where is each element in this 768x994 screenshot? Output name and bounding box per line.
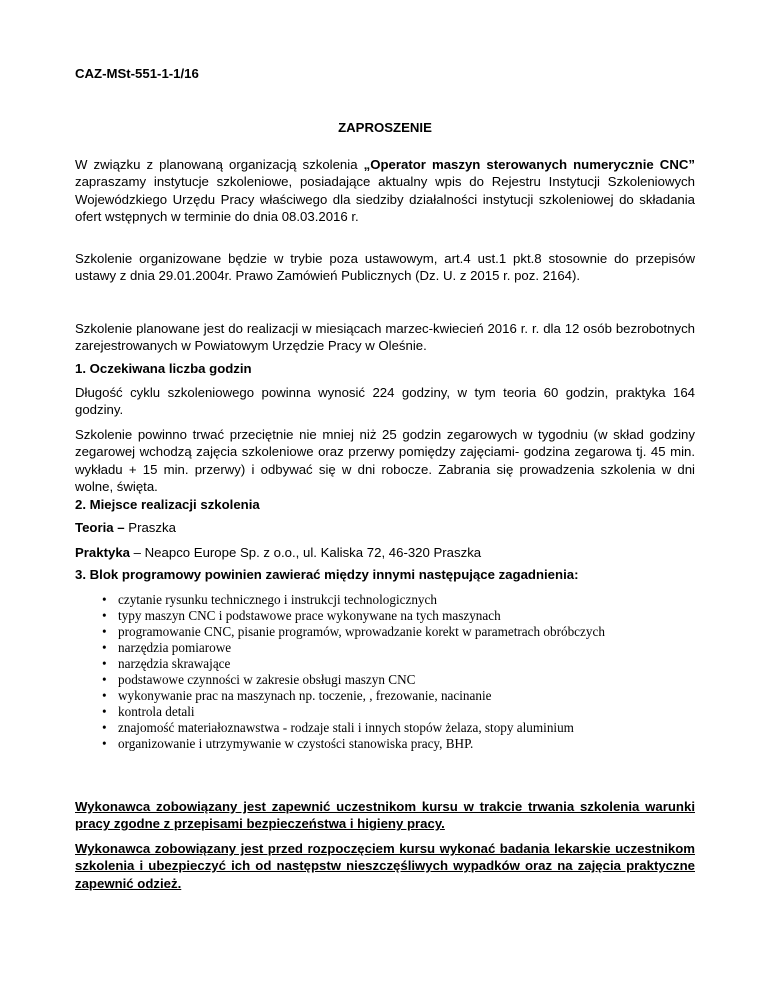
theory-value: Praszka [124, 520, 176, 535]
section3-heading: 3. Blok programowy powinien zawierać między innymi następujące zagadnienia: [75, 567, 579, 582]
section1-heading: 1. Oczekiwana liczba godzin [75, 361, 252, 376]
obligation-medical: Wykonawca zobowiązany jest przed rozpoczęciem kursu wykonać badania lekarskie uczestnikom szkolenia i ubezpieczyć ich od następstw nieszczęśliwych wypadków oraz na zajęcia praktyczne zapewnić odzież. [75, 841, 695, 891]
list-item-text: narzędzia pomiarowe [118, 640, 232, 655]
list-item [75, 720, 605, 736]
list-item-text: narzędzia skrawające [118, 656, 231, 671]
bullet-icon: • [102, 640, 107, 655]
list-item-text: podstawowe czynności w zakresie obsługi maszyn CNC [118, 672, 416, 687]
topics-list [75, 592, 605, 752]
bullet-icon: • [102, 656, 107, 671]
list-item [75, 688, 605, 704]
list-item [75, 736, 605, 752]
bullet-icon: • [102, 688, 107, 703]
section2-heading: 2. Miejsce realizacji szkolenia [75, 497, 260, 512]
list-item [75, 640, 605, 656]
list-item [75, 704, 605, 720]
list-item [75, 624, 605, 640]
section1-para2: Szkolenie powinno trwać przeciętnie nie mniej niż 25 godzin zegarowych w tygodniu (w skład godziny zegarowej wchodzą zajęcia szkoleniowe oraz przerwy pomiędzy zajęciami- godzina zegarowa tj. 45 min. wykładu + 15 min. przerwy) i odbywać się w dni robocze. Zabrania się prowadzenia szkolenia w dni wolne, święta. [75, 427, 695, 494]
list-item-text: programowanie CNC, pisanie programów, wprowadzanie korekt w parametrach obróbczych [118, 624, 605, 639]
list-item-text: organizowanie i utrzymywanie w czystości stanowiska pracy, BHP. [118, 736, 474, 751]
list-item [75, 608, 605, 624]
bullet-icon: • [102, 720, 107, 735]
list-item-text: typy maszyn CNC i podstawowe prace wykonywane na tych maszynach [118, 608, 501, 623]
bullet-icon: • [102, 704, 107, 719]
bullet-icon: • [102, 608, 107, 623]
mode-paragraph: Szkolenie organizowane będzie w trybie poza ustawowym, art.4 ust.1 pkt.8 stosownie do przepisów ustawy z dnia 29.01.2004r. Prawo Zamówień Publicznych (Dz. U. z 2015 r. poz. 2164). [75, 251, 695, 284]
plan-paragraph: Szkolenie planowane jest do realizacji w miesiącach marzec-kwiecień 2016 r. r. dla 12 osób bezrobotnych zarejestrowanych w Powiatowym Urzędzie Pracy w Oleśnie. [75, 321, 695, 354]
document-title: ZAPROSZENIE [338, 120, 432, 135]
list-item [75, 592, 605, 608]
practice-line [75, 544, 695, 561]
intro-pre: W związku z planowaną organizacją szkolenia [75, 157, 364, 172]
bullet-icon: • [102, 736, 107, 751]
document-reference: CAZ-MSt-551-1-1/16 [75, 66, 199, 81]
list-item [75, 672, 605, 688]
theory-label: Teoria – [75, 520, 125, 535]
bullet-icon: • [102, 592, 107, 607]
intro-paragraph [75, 156, 695, 225]
list-item-text: kontrola detali [118, 704, 195, 719]
intro-post: zapraszamy instytucje szkoleniowe, posiadające aktualny wpis do Rejestru Instytucji Szkoleniowych Wojewódzkiego Urzędu Pracy właściwego dla siedziby działalności instytucji szkoleniowej do składania ofert wstępnych w terminie do dnia 08.03.2016 r. [75, 174, 695, 224]
obligation-safety: Wykonawca zobowiązany jest zapewnić uczestnikom kursu w trakcie trwania szkolenia warunki pracy zgodne z przepisami bezpieczeństwa i higieny pracy. [75, 799, 695, 832]
bullet-icon: • [102, 672, 107, 687]
practice-value: – Neapco Europe Sp. z o.o., ul. Kaliska 72, 46-320 Praszka [130, 545, 482, 560]
list-item [75, 656, 605, 672]
section1-para1: Długość cyklu szkoleniowego powinna wynosić 224 godziny, w tym teoria 60 godzin, praktyka 164 godziny. [75, 385, 695, 418]
practice-label: Praktyka [75, 545, 130, 560]
bullet-icon: • [102, 624, 107, 639]
list-item-text: czytanie rysunku technicznego i instrukcji technologicznych [118, 592, 437, 607]
list-item-text: znajomość materiałoznawstwa - rodzaje stali i innych stopów żelaza, stopy aluminium [118, 720, 574, 735]
theory-line [75, 519, 695, 536]
list-item-text: wykonywanie prac na maszynach np. toczenie, , frezowanie, nacinanie [118, 688, 492, 703]
course-name: „Operator maszyn sterowanych numerycznie CNC” [363, 157, 695, 172]
